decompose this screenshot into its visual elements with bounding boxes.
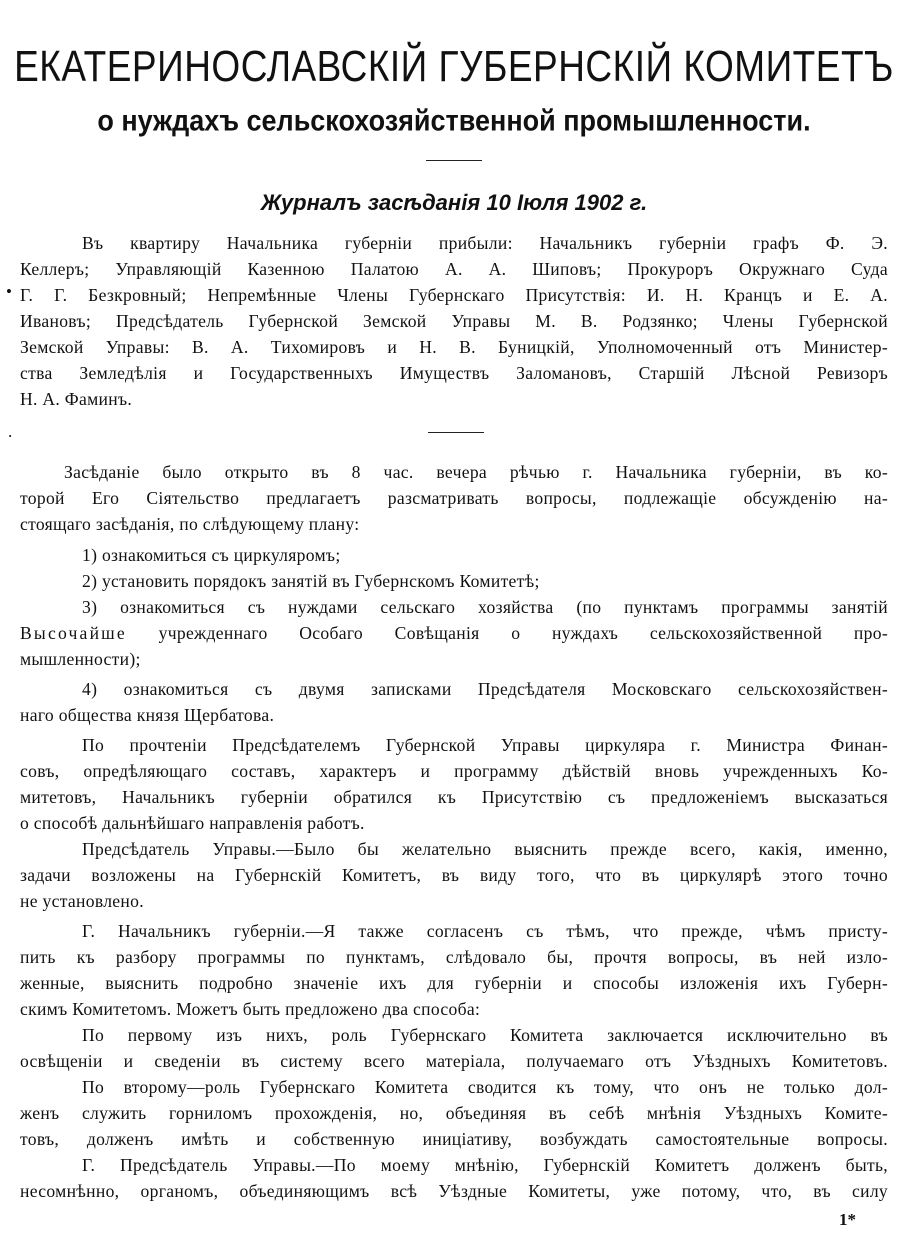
- body-line: совъ, опредѣляющаго составъ, характеръ и программу дѣйствій вновь учрежденныхъ Ко-: [20, 761, 888, 781]
- committee-subtitle: о нуждахъ сельскохозяйственной промышленности.: [97, 104, 811, 137]
- body-line: По прочтеніи Предсѣдателемъ Губернской Управы циркуляра г. Министра Финан-: [82, 735, 888, 755]
- body-line: Г. Предсѣдатель Управы.—По моему мнѣнію, Губернскій Комитетъ долженъ быть,: [82, 1155, 888, 1175]
- attendance-line: Земской Управы: В. А. Тихомировъ и Н. В. Буницкій, Уполномоченный отъ Министер-: [20, 337, 888, 357]
- body-line: По первому изъ нихъ, роль Губернскаго Комитета заключается исключительно въ: [82, 1025, 888, 1045]
- body-line: мышленности);: [20, 649, 141, 669]
- body-line: 3) ознакомиться съ нуждами сельскаго хозяйства (по пунктамъ программы занятій: [82, 597, 888, 617]
- body-line: 4) ознакомиться съ двумя записками Предсѣдателя Московскаго сельскохозяйствен-: [82, 679, 888, 699]
- attendance-line: Н. А. Фаминъ.: [20, 389, 133, 409]
- title-divider: [426, 160, 482, 161]
- emphasized-word: Высочайше: [20, 623, 127, 643]
- body-line: Высочайше учрежденнаго Особаго Совѣщанія о нуждахъ сельскохозяйственной про-: [20, 623, 888, 643]
- margin-mark: •: [6, 282, 12, 301]
- body-line: 2) установить порядокъ занятій въ Губернскомъ Комитетѣ;: [82, 571, 540, 591]
- body-line: наго общества князя Щербатова.: [20, 705, 275, 725]
- body-line: о способѣ дальнѣйшаго направленія работъ.: [20, 813, 365, 833]
- body-line: пить къ разбору программы по пунктамъ, слѣдовало бы, прочтя вопросы, въ ней изло-: [20, 947, 888, 967]
- body-line: несомнѣнно, органомъ, объединяющимъ всѣ Уѣздные Комитеты, уже потому, что, въ силу: [20, 1181, 888, 1201]
- attendance-line: Келлеръ; Управляющій Казенною Палатою А. А. Шиповъ; Прокуроръ Окружнаго Суда: [20, 259, 888, 279]
- body-line: Предсѣдатель Управы.—Было бы желательно выяснить прежде всего, какія, именно,: [82, 839, 888, 859]
- body-line: Засѣданіе было открыто въ 8 час. вечера рѣчью г. Начальника губерніи, въ ко-: [64, 462, 888, 482]
- body-line: По второму—роль Губернскаго Комитета сводится къ тому, что онъ не только дол-: [82, 1077, 888, 1097]
- body-line: торой Его Сіятельство предлагаетъ разсматривать вопросы, подлежащіе обсужденію на-: [20, 488, 888, 508]
- margin-mark: .: [8, 422, 13, 441]
- body-line: женъ служить горниломъ прохожденія, но, объединяя въ себѣ мнѣнія Уѣздныхъ Комите-: [20, 1103, 888, 1123]
- body-line: стоящаго засѣданія, по слѣдующему плану:: [20, 514, 360, 534]
- attendance-line: ства Земледѣлія и Государственныхъ Имуществъ Заломановъ, Старшій Лѣсной Ревизоръ: [20, 363, 888, 383]
- committee-title: ЕКАТЕРИНОСЛАВСКІЙ ГУБЕРНСКІЙ КОМИТЕТЪ: [14, 42, 894, 91]
- page-number: 1*: [839, 1210, 856, 1229]
- body-line: освѣщеніи и сведеніи въ систему всего матеріала, получаемаго отъ Уѣздныхъ Комитетовъ.: [20, 1051, 888, 1071]
- body-line: не установлено.: [20, 891, 144, 911]
- journal-heading: Журналъ засѣданія 10 Іюля 1902 г.: [260, 190, 648, 215]
- body-line: товъ, долженъ имѣть и собственную иниціативу, возбуждать самостоятельные вопросы.: [20, 1129, 888, 1149]
- section-divider: [428, 432, 484, 433]
- body-line: задачи возложены на Губернскій Комитетъ, въ виду того, что въ циркулярѣ этого точно: [20, 865, 888, 885]
- body-line: митетовъ, Начальникъ губерніи обратился къ Присутствію съ предложеніемъ высказаться: [20, 787, 888, 807]
- body-line: Г. Начальникъ губерніи.—Я также согласенъ съ тѣмъ, что прежде, чѣмъ присту-: [82, 921, 888, 941]
- attendance-line: Ивановъ; Предсѣдатель Губернской Земской Управы М. В. Родзянко; Члены Губернской: [20, 311, 888, 331]
- body-line: скимъ Комитетомъ. Можетъ быть предложено два способа:: [20, 999, 481, 1019]
- attendance-line: Г. Г. Безкровный; Непремѣнные Члены Губернскаго Присутствія: И. Н. Кранцъ и Е. А.: [20, 285, 888, 305]
- body-line: женные, выяснить подробно значеніе ихъ для губерніи и способы изложенія ихъ Губерн-: [20, 973, 888, 993]
- body-line: 1) ознакомиться съ циркуляромъ;: [82, 545, 341, 565]
- attendance-line: Въ квартиру Начальника губерніи прибыли: Начальникъ губерніи графъ Ф. Э.: [82, 233, 888, 253]
